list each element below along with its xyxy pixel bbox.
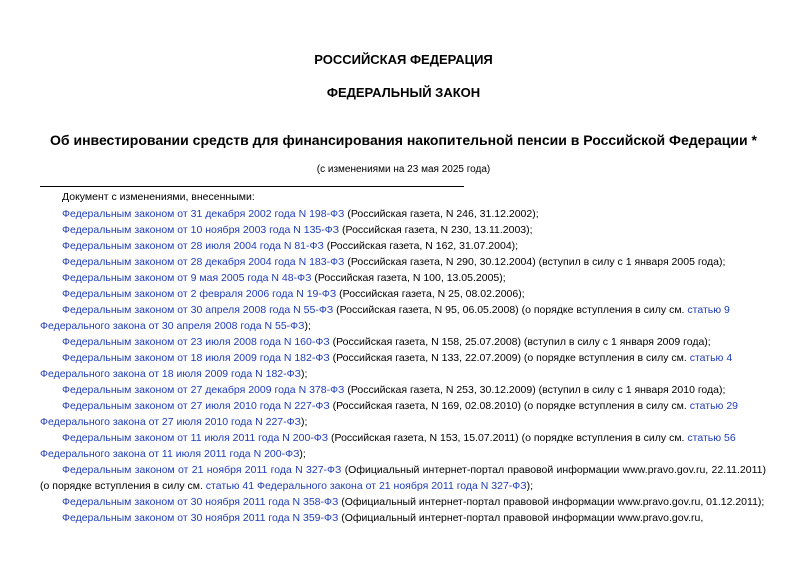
entry-text: (Российская газета, N 95, 06.05.2008) (о порядке вступления в силу см. (333, 304, 688, 316)
amendment-entry (40, 350, 766, 382)
article-link[interactable]: статью 56 Федерального закона от 11 июля 2011 года N 200-ФЗ (40, 432, 736, 460)
article-link[interactable]: статью 4 Федерального закона от 18 июля 2009 года N 182-ФЗ (40, 352, 733, 380)
entry-text: (Российская газета, N 100, 13.05.2005); (311, 272, 506, 284)
amendment-entry (40, 510, 766, 526)
law-link[interactable]: Федеральным законом от 30 ноября 2011 года N 359-ФЗ (62, 512, 339, 524)
entry-text: (Российская газета, N 25, 08.02.2006); (336, 288, 525, 300)
article-link[interactable]: статью 9 Федерального закона от 30 апреля 2008 года N 55-ФЗ (40, 304, 730, 332)
amendments-intro: Документ с изменениями, внесенными: (62, 191, 255, 203)
law-link[interactable]: Федеральным законом от 21 ноября 2011 года N 327-ФЗ (62, 464, 342, 476)
divider (40, 186, 464, 187)
doc-type-heading: ФЕДЕРАЛЬНЫЙ ЗАКОН (326, 85, 481, 100)
amendment-entry (40, 398, 766, 430)
article-link[interactable]: статью 41 Федерального закона от 21 ноября 2011 года N 327-ФЗ (205, 480, 527, 492)
amendment-entry (40, 494, 766, 510)
amendments-list (40, 206, 766, 526)
amendment-entry (40, 302, 766, 334)
entry-text: (Официальный интернет-портал правовой информации www.pravo.gov.ru, 22.11.2011) (о порядке вступления в силу см. (40, 464, 766, 492)
amendment-entry (40, 206, 766, 222)
law-link[interactable]: Федеральным законом от 30 ноября 2011 года N 358-ФЗ (62, 496, 339, 508)
law-link[interactable]: Федеральным законом от 31 декабря 2002 года N 198-ФЗ (62, 208, 345, 220)
amendment-entry (40, 382, 766, 398)
amendment-entry (40, 286, 766, 302)
amendments-note: (с изменениями на 23 мая 2025 года) (316, 164, 491, 175)
law-link[interactable]: Федеральным законом от 11 июля 2011 года N 200-ФЗ (62, 432, 329, 444)
law-link[interactable]: Федеральным законом от 18 июля 2009 года N 182-ФЗ (62, 352, 330, 364)
entry-text: (Российская газета, N 246, 31.12.2002); (344, 208, 539, 220)
entry-tail: ); (304, 320, 311, 332)
entry-text: (Российская газета, N 158, 25.07.2008) (вступил в силу с 1 января 2009 года); (329, 336, 711, 348)
entry-text: (Российская газета, N 153, 15.07.2011) (о порядке вступления в силу см. (328, 432, 688, 444)
law-link[interactable]: Федеральным законом от 27 июля 2010 года N 227-ФЗ (62, 400, 330, 412)
entry-text: (Российская газета, N 133, 22.07.2009) (о порядке вступления в силу см. (329, 352, 690, 364)
amendment-entry (40, 254, 766, 270)
entry-text: (Официальный интернет-портал правовой информации www.pravo.gov.ru, 01.12.2011); (338, 496, 765, 508)
entry-tail: ); (300, 416, 308, 428)
law-link[interactable]: Федеральным законом от 28 декабря 2004 года N 183-ФЗ (62, 256, 345, 268)
law-link[interactable]: Федеральным законом от 9 мая 2005 года N 48-ФЗ (62, 272, 312, 284)
amendment-entry (40, 238, 766, 254)
law-link[interactable]: Федеральным законом от 30 апреля 2008 года N 55-ФЗ (62, 304, 334, 316)
law-link[interactable]: Федеральным законом от 27 декабря 2009 года N 378-ФЗ (62, 384, 345, 396)
law-link[interactable]: Федеральным законом от 10 ноября 2003 года N 135-ФЗ (62, 224, 340, 236)
entry-text: (Официальный интернет-портал правовой информации www.pravo.gov.ru, (338, 512, 704, 524)
amendment-entry (40, 462, 766, 494)
entry-tail: ); (526, 480, 534, 492)
entry-text: (Российская газета, N 169, 02.08.2010) (о порядке вступления в силу см. (329, 400, 690, 412)
entry-tail: ); (299, 448, 306, 460)
article-link[interactable]: статью 29 Федерального закона от 27 июля 2010 года N 227-ФЗ (40, 400, 739, 428)
law-title: Об инвестировании средств для финансирования накопительной пенсии в Российской Федерации * (50, 132, 757, 148)
law-link[interactable]: Федеральным законом от 23 июля 2008 года N 160-ФЗ (62, 336, 330, 348)
entry-tail: ); (300, 368, 308, 380)
entry-text: (Российская газета, N 290, 30.12.2004) (вступил в силу с 1 января 2005 года); (344, 256, 726, 268)
law-link[interactable]: Федеральным законом от 28 июля 2004 года N 81-ФЗ (62, 240, 324, 252)
country-heading: РОССИЙСКАЯ ФЕДЕРАЦИЯ (314, 52, 493, 67)
entry-text: (Российская газета, N 230, 13.11.2003); (339, 224, 533, 236)
amendment-entry (40, 270, 766, 286)
amendment-entry (40, 430, 766, 462)
law-link[interactable]: Федеральным законом от 2 февраля 2006 года N 19-ФЗ (62, 288, 337, 300)
amendment-entry (40, 334, 766, 350)
entry-text: (Российская газета, N 253, 30.12.2009) (вступил в силу с 1 января 2010 года); (344, 384, 726, 396)
amendment-entry (40, 222, 766, 238)
entry-text: (Российская газета, N 162, 31.07.2004); (323, 240, 519, 252)
